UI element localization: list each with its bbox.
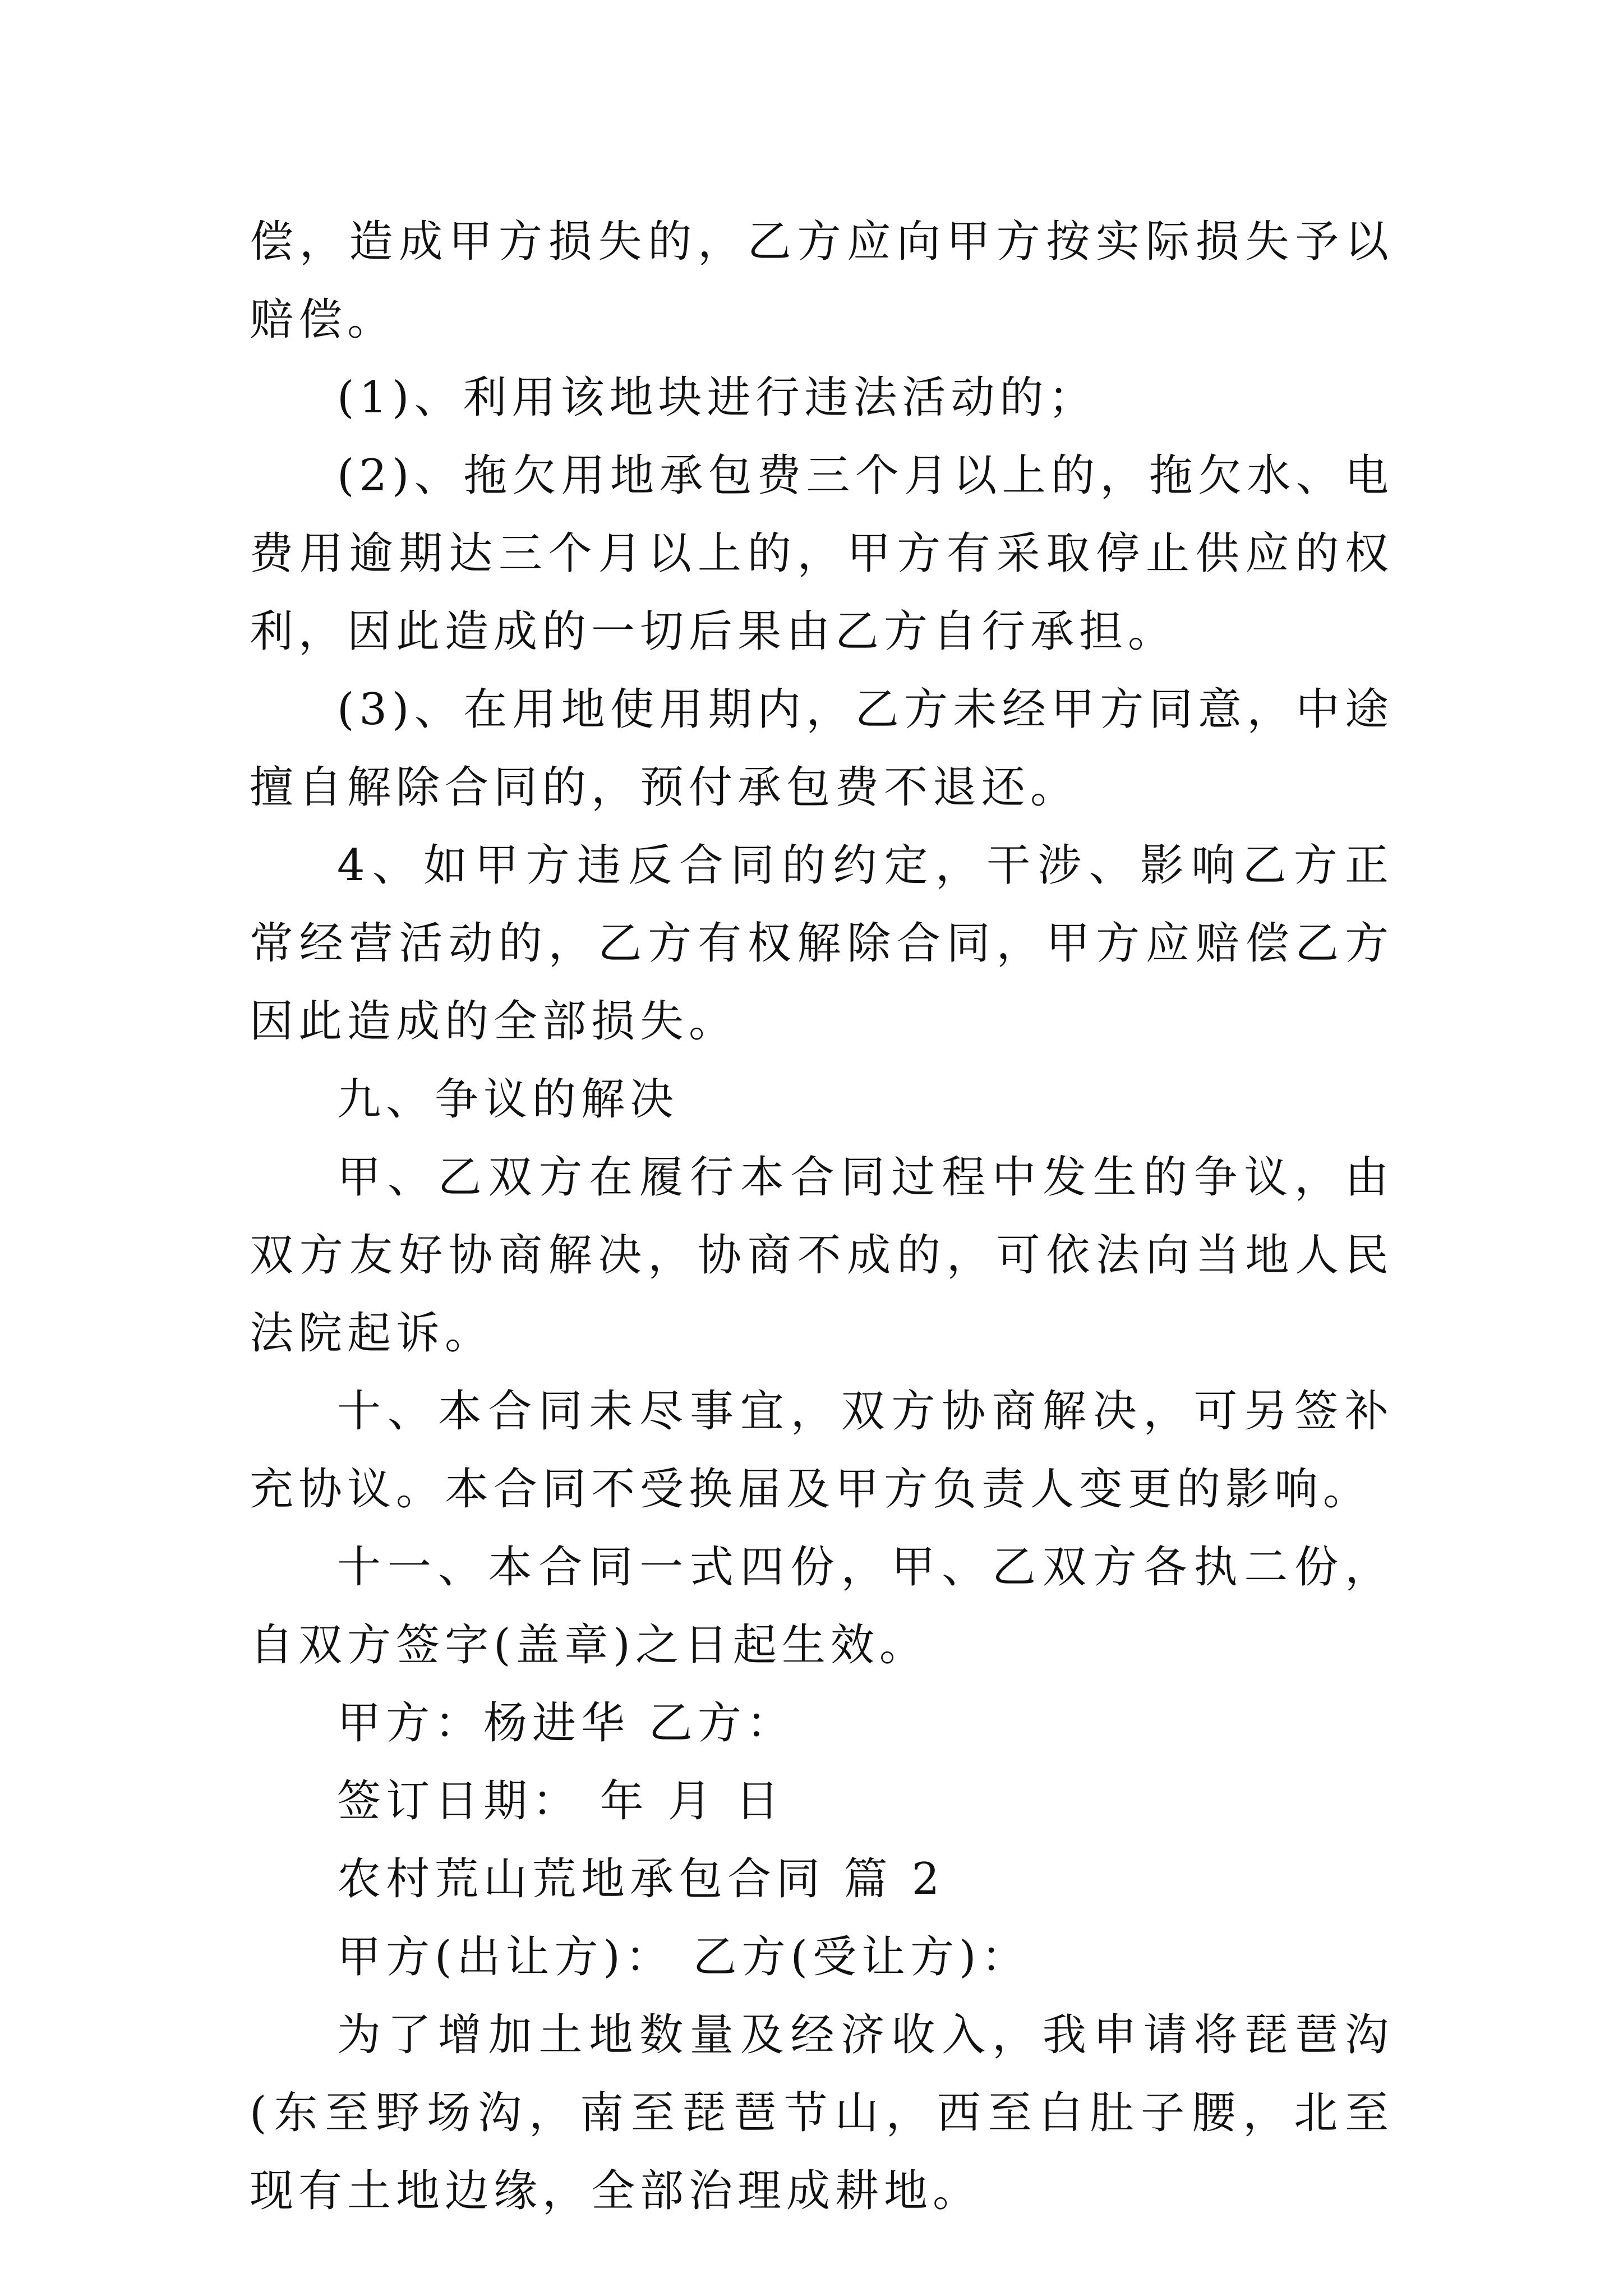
- parties-line: 甲方(出让方)： 乙方(受让方)：: [337, 1932, 1030, 1982]
- paragraph: 十、本合同未尽事宜，双方协商解决，可另签补充协议。本合同不受换届及甲方负责人变更的影响。: [250, 1386, 1394, 1515]
- paragraph: 甲、乙双方在履行本合同过程中发生的争议，由双方友好协商解决，协商不成的，可依法向当地人民法院起诉。: [250, 1152, 1394, 1359]
- paragraph: 十一、本合同一式四份，甲、乙双方各执二份，自双方签字(盖章)之日起生效。: [250, 1542, 1394, 1671]
- paragraph: (1)、利用该地块进行违法活动的；: [337, 372, 1098, 423]
- section-heading: 九、争议的解决: [337, 1074, 679, 1125]
- contract-title: 农村荒山荒地承包合同 篇 2: [337, 1854, 945, 1904]
- paragraph: (3)、在用地使用期内，乙方未经甲方同意，中途擅自解除合同的，预付承包费不退还。: [250, 684, 1394, 813]
- paragraph: 偿，造成甲方损失的，乙方应向甲方按实际损失予以赔偿。: [250, 217, 1394, 345]
- date-line: 签订日期： 年 月 日: [337, 1776, 785, 1826]
- paragraph: 为了增加土地数量及经济收入，我申请将琵琶沟(东至野场沟，南至琵琶节山，西至白肚子腰，北至现有土地边缘，全部治理成耕地。: [250, 2010, 1394, 2216]
- document-body: [250, 203, 1394, 2230]
- paragraph: 4、如甲方违反合同的约定，干涉、影响乙方正常经营活动的，乙方有权解除合同，甲方应赔偿乙方因此造成的全部损失。: [250, 840, 1394, 1047]
- signature-line: 甲方：杨进华 乙方：: [337, 1698, 795, 1749]
- paragraph: (2)、拖欠用地承包费三个月以上的，拖欠水、电费用逾期达三个月以上的，甲方有采取停止供应的权利，因此造成的一切后果由乙方自行承担。: [250, 450, 1394, 657]
